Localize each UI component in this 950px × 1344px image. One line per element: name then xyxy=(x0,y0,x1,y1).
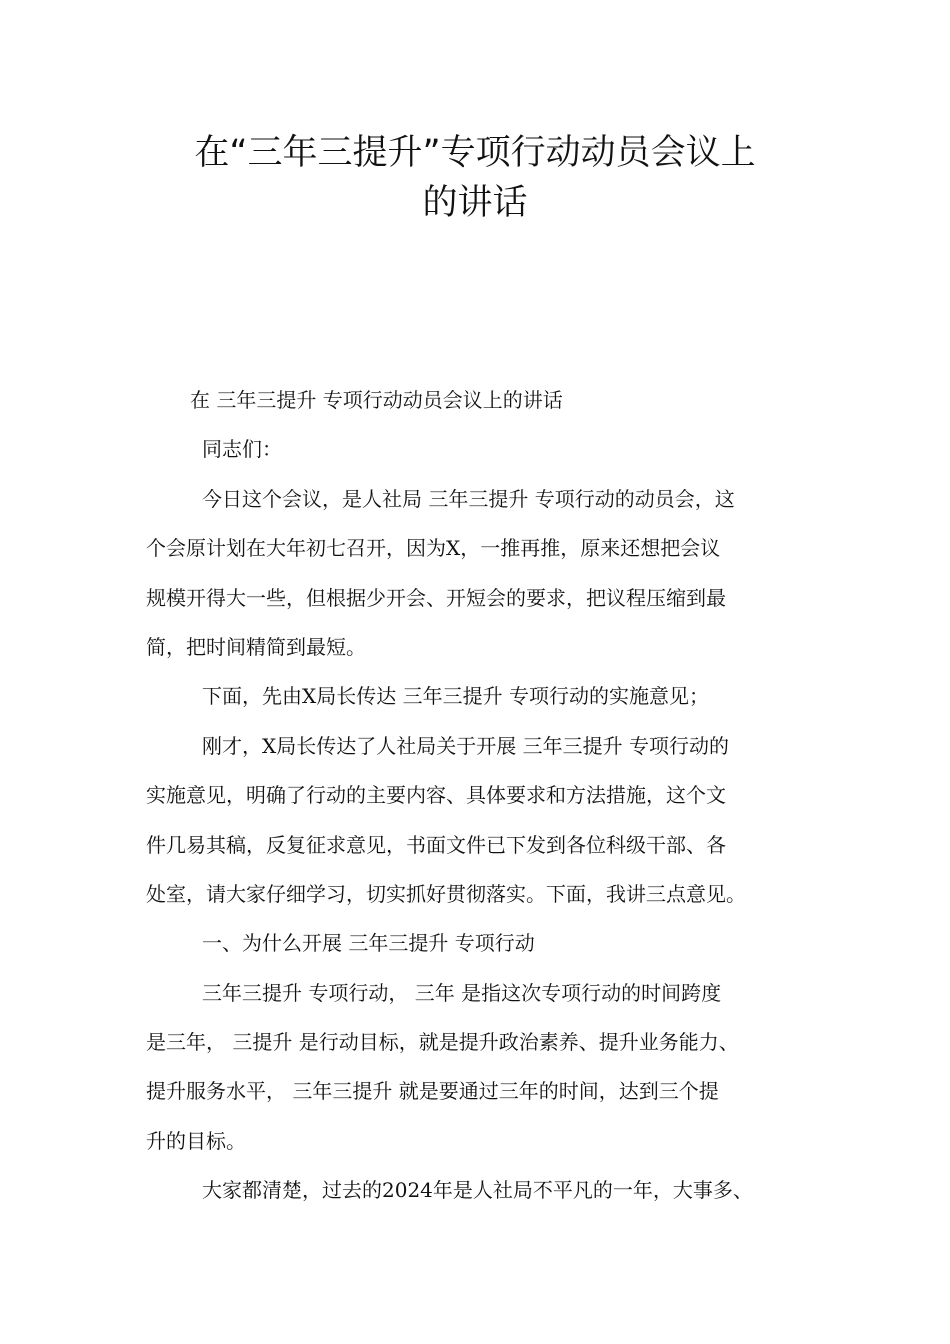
paragraph-line: 实施意见，明确了行动的主要内容、具体要求和方法措施，这个文 xyxy=(146,783,726,808)
paragraph-line: 处室，请大家仔细学习，切实抓好贯彻落实。下面，我讲三点意见。 xyxy=(146,881,746,906)
paragraph-line: 件几易其稿，反复征求意见，书面文件已下发到各位科级干部、各 xyxy=(146,832,726,857)
paragraph-line: 大家都清楚，过去的2024年是人社局不平凡的一年，大事多、 xyxy=(202,1178,753,1203)
paragraph-line: 提升服务水平， 三年三提升 就是要通过三年的时间，达到三个提 xyxy=(146,1079,719,1104)
salutation: 同志们： xyxy=(202,437,282,462)
title-line-1: 在“三年三提升”专项行动动员会议上 xyxy=(194,133,756,173)
paragraph-line: 刚才，X局长传达了人社局关于开展 三年三提升 专项行动的 xyxy=(202,733,729,758)
title-line-2: 的讲话 xyxy=(422,183,528,223)
paragraph-line: 升的目标。 xyxy=(146,1128,246,1153)
paragraph-line: 简，把时间精简到最短。 xyxy=(146,634,366,659)
document-body xyxy=(146,376,826,1216)
paragraph-line: 个会原计划在大年初七召开，因为X，一推再推，原来还想把会议 xyxy=(146,536,721,561)
document-title xyxy=(60,128,890,228)
subtitle-line: 在 三年三提升 专项行动动员会议上的讲话 xyxy=(190,388,563,412)
paragraph-line: 今日这个会议，是人社局 三年三提升 专项行动的动员会，这 xyxy=(202,486,735,511)
paragraph-line: 规模开得大一些，但根据少开会、开短会的要求，把议程压缩到最 xyxy=(146,585,726,610)
paragraph-line: 是三年， 三提升 是行动目标，就是提升政治素养、提升业务能力、 xyxy=(146,1030,739,1055)
section-heading: 一、为什么开展 三年三提升 专项行动 xyxy=(202,931,535,956)
paragraph-line: 三年三提升 专项行动， 三年 是指这次专项行动的时间跨度 xyxy=(202,980,722,1005)
paragraph-line: 下面，先由X局长传达 三年三提升 专项行动的实施意见； xyxy=(202,684,709,709)
